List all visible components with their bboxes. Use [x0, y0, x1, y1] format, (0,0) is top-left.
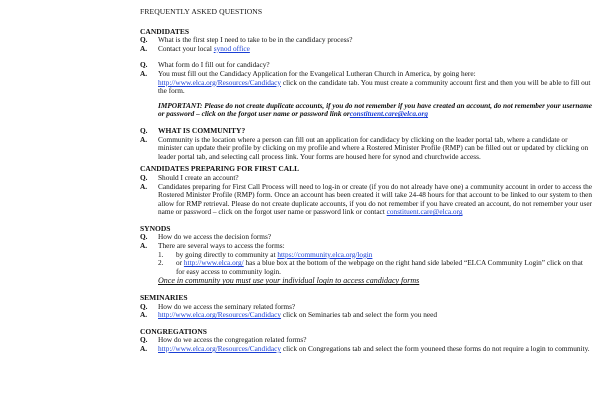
answer-row: [140, 70, 592, 96]
question-text: What form do I fill out for candidacy?: [158, 60, 270, 70]
question-label: Q.: [140, 301, 148, 311]
answer-label: A.: [140, 134, 148, 144]
question-text: How do we access the congregation related forms?: [158, 335, 307, 345]
question-text: How do we access the seminary related forms?: [158, 301, 296, 311]
answer-text: There are several ways to access the forms:: [158, 241, 285, 251]
answer-text: Community is the location where a person can fill out an application for candidacy by clicking on the leader portal tab, where a candidate or minister can update their profile by clicking on my profile and where a Rostered Minister Profile (RMP) can be filled out or updated by clicking on leader portal tab, and selecting call process link. Your forms are housed here for synod and churchwide access.: [158, 134, 589, 161]
answer-text: [158, 311, 592, 320]
section-heading-community: WHAT IS COMMUNITY?: [158, 125, 246, 135]
question-label: Q.: [140, 60, 148, 70]
faq-document: [140, 8, 592, 354]
answer-text-post: click on Seminaries tab and select the form you need: [281, 310, 438, 320]
answer-text-post: click on the candidate tab. You must create a community account first and then you will be able to fill out the form.: [158, 77, 591, 96]
answer-row: [140, 136, 592, 162]
question-text: What is the first step I need to take to be in the candidacy process?: [158, 35, 353, 45]
elca-home-link[interactable]: http://www.elca.org/: [183, 258, 244, 268]
question-text: How do we access the decision forms?: [158, 232, 272, 242]
answer-text: [158, 70, 592, 96]
important-note: [158, 102, 592, 119]
question-label: Q.: [140, 35, 148, 45]
login-note: Once in community you must use your individual login to access candidacy forms: [158, 276, 420, 286]
section-heading-congregations: CONGREGATIONS: [140, 326, 207, 336]
list-item: [158, 259, 592, 276]
list-item-number: 1.: [158, 249, 164, 259]
answer-text-pre: You must fill out the Candidacy Application for the Evangelical Lutheran Church in America, by going here:: [158, 68, 476, 78]
answer-row: [140, 311, 592, 320]
list-item-number: 2.: [158, 258, 164, 268]
list-item-text-pre: or: [176, 258, 184, 268]
answer-text: [158, 45, 592, 54]
question-label: Q.: [140, 172, 148, 182]
section-heading-candidates: CANDIDATES: [140, 26, 190, 36]
section-heading-first-call: CANDIDATES PREPARING FOR FIRST CALL: [140, 164, 300, 174]
question-label: Q.: [140, 125, 148, 135]
section-heading-synods: SYNODS: [140, 223, 171, 233]
answer-text-pre: Contact your local: [158, 43, 214, 53]
answer-text: [158, 345, 592, 354]
question-label: Q.: [140, 335, 148, 345]
answer-label: A.: [140, 310, 148, 320]
candidacy-resources-link[interactable]: http://www.elca.org/Resources/Candidacy: [158, 310, 282, 320]
answer-label: A.: [140, 181, 148, 191]
answer-label: A.: [140, 43, 148, 53]
answer-text-post: click on Congregations tab and select the form youneed these forms do not require a login to community.: [281, 344, 590, 353]
document-title: FREQUENTLY ASKED QUESTIONS: [140, 7, 263, 16]
answer-row: [140, 183, 592, 217]
list-item-text-post: has a blue box at the bottom of the webpage on the right hand side labeled “ELCA Community Login” click on that for easy access to community login.: [176, 258, 583, 276]
answer-row: [140, 45, 592, 54]
list-item-text: [176, 259, 592, 276]
synod-office-link[interactable]: synod office: [213, 43, 250, 53]
answer-label: A.: [140, 68, 148, 78]
community-login-link[interactable]: https://community.elca.org/login: [277, 249, 373, 259]
section-heading-seminaries: SEMINARIES: [140, 293, 188, 303]
constituent-care-email-link[interactable]: constituent.care@elca.org: [349, 109, 429, 119]
constituent-care-email-link[interactable]: constituent.care@elca.org: [386, 207, 463, 217]
candidacy-resources-link[interactable]: http://www.elca.org/Resources/Candidacy: [158, 77, 282, 87]
access-methods-list: [158, 251, 592, 277]
question-text: Should I create an account?: [158, 172, 239, 182]
answer-row: [140, 345, 592, 354]
important-note-text: IMPORTANT: Please do not create duplicate accounts, if you do not remember if you have created an account, do not remember your username or password – click on the forgot user name or password link or: [158, 100, 593, 119]
list-item-text-pre: by going directly to community at: [176, 249, 278, 259]
answer-text-pre: Candidates preparing for First Call Process will need to log-in or create (if you do not already have one) a community account in order to access the Rostered Minister Profile (RMP) form. Once an account has been created it will take 24-48 hours for that account to be linked to our system to then allow for RMP retrieval. Please do not create duplicate accounts, if you do not remember if you have created an account, do not remember your user name or password – click on the forgot user name or password link or contact: [158, 181, 592, 217]
answer-text: [158, 183, 592, 217]
answer-label: A.: [140, 241, 148, 251]
answer-label: A.: [140, 344, 148, 353]
candidacy-resources-link[interactable]: http://www.elca.org/Resources/Candidacy: [158, 344, 282, 353]
question-label: Q.: [140, 232, 148, 242]
